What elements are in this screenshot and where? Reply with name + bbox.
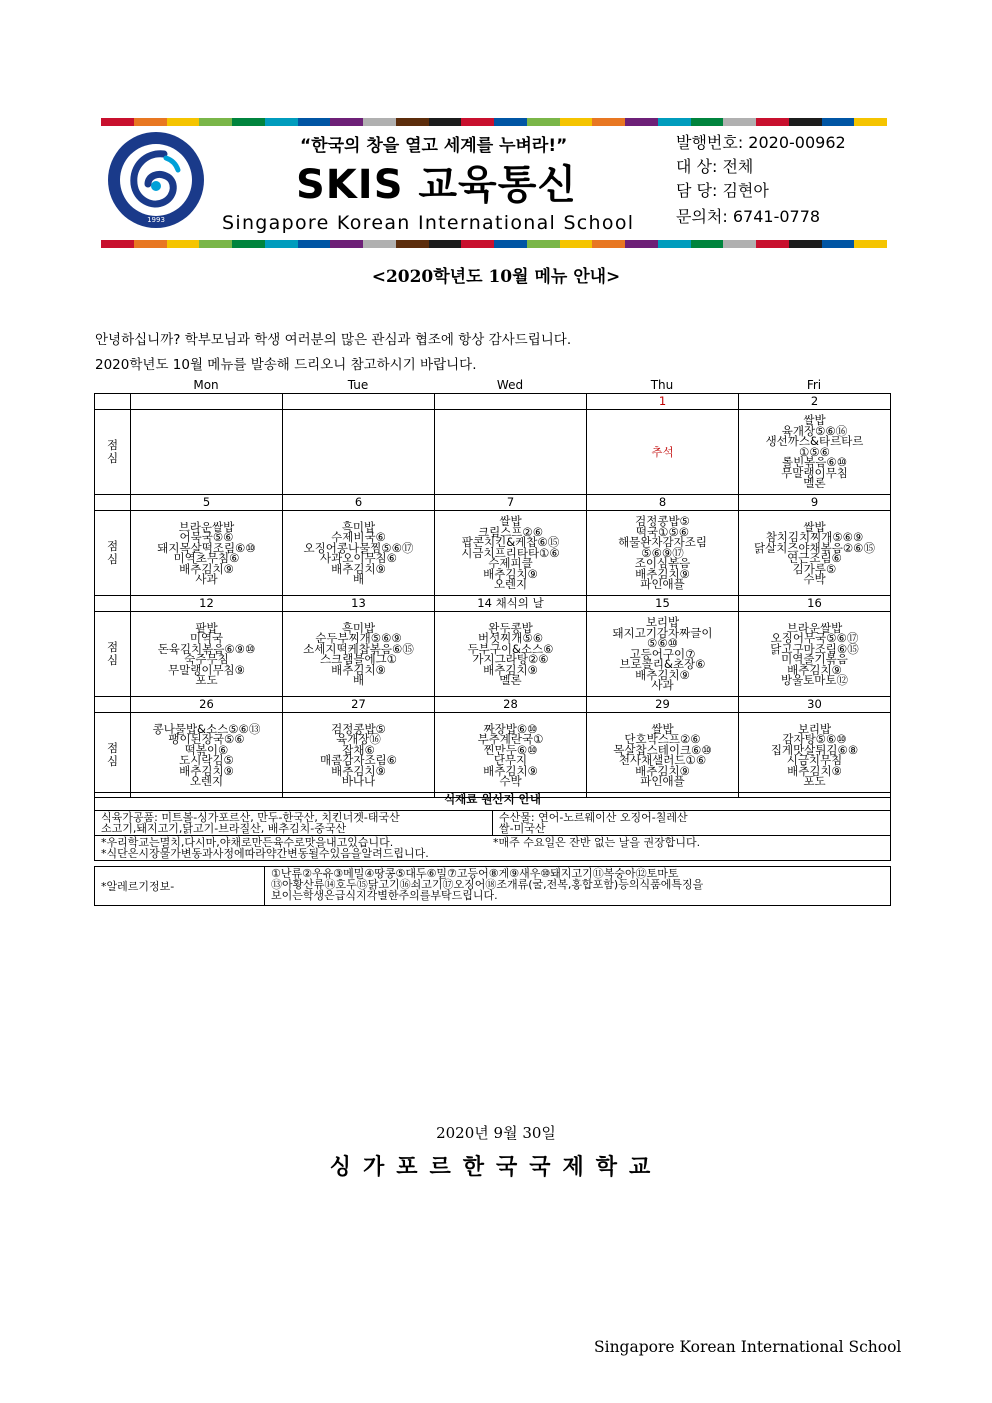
stripe-segment xyxy=(330,118,363,126)
notes-cell xyxy=(95,836,891,861)
weekday-mon: Mon xyxy=(193,378,219,392)
menu-item: 크림스프②⑥ xyxy=(477,524,544,539)
meal-label-char: 심 xyxy=(106,754,119,768)
menu-item: 포도 xyxy=(803,774,826,788)
allergy-line: ①난류②우유③메밀④땅콩⑤대두⑥밀⑦고등어⑧게⑨새우⑩돼지고기⑪복숭아⑫토마토 xyxy=(271,867,679,880)
menu-item: 미역줄기볶음 xyxy=(781,652,848,666)
note-line: *식단은시장물가변동과사정에따라약간변동될수있음을알려드립니다. xyxy=(101,847,429,860)
school-signature: 싱가포르한국국제학교 xyxy=(329,1154,663,1180)
origin-line: 소고기,돼지고기,닭고기-브라질산, 배추김치-중국산 xyxy=(101,822,347,835)
menu-item: 시금치무침 xyxy=(786,753,843,767)
date-cell: 5 xyxy=(131,495,283,511)
menu-item: 오렌지 xyxy=(493,577,528,592)
origin-title: 식재료 원산지 안내 xyxy=(95,793,891,811)
stripe-segment xyxy=(625,118,658,126)
menu-item: 미역초무침⑥ xyxy=(173,551,240,565)
date-cell: 16 xyxy=(739,596,891,612)
stripe-segment xyxy=(461,118,494,126)
menu-item: 버섯찌개⑤⑥ xyxy=(477,631,544,645)
menu-item: 부추계란국① xyxy=(477,732,544,746)
menu-item: 배 xyxy=(352,673,365,687)
note-wednesday: *매주 수요일은 잔반 없는 날을 권장합니다. xyxy=(493,836,701,849)
stripe-segment xyxy=(265,240,298,248)
date-cell xyxy=(435,394,587,410)
stripe-segment xyxy=(134,118,167,126)
stripe-segment xyxy=(527,240,560,248)
menu-item: 조이심볶음 xyxy=(634,556,691,571)
date-cell: 7 xyxy=(435,495,587,511)
menu-item: 배추김치⑨ xyxy=(787,763,842,778)
weekday-tue: Tue xyxy=(347,378,369,392)
menu-item: 돼지고기감자짜글이 xyxy=(612,625,713,640)
date-row-label xyxy=(95,495,131,511)
menu-item: 배추김치⑨ xyxy=(483,662,538,677)
stripe-segment xyxy=(232,240,265,248)
meal-label-char: 점 xyxy=(106,539,119,553)
stripe-segment xyxy=(756,240,789,248)
date-cell: 6 xyxy=(283,495,435,511)
menu-item: ⑤⑥⑨⑰ xyxy=(641,545,684,560)
menu-item: 수제피클 xyxy=(488,556,533,571)
meal-label xyxy=(95,511,131,596)
menu-item: 매콤감자조림⑥ xyxy=(320,753,397,767)
menu-item: 어묵국⑤⑥ xyxy=(179,530,234,544)
school-name-english: Singapore Korean International School xyxy=(222,212,635,234)
meta-contact: 문의처: 6741-0778 xyxy=(676,207,821,226)
stripe-segment xyxy=(429,240,462,248)
menu-item: 팝콘치킨&케찹⑥⑮ xyxy=(461,535,560,550)
menu-cell xyxy=(283,410,435,495)
menu-item: 브라운쌀밥 xyxy=(178,519,235,534)
date-cell: 30 xyxy=(739,697,891,713)
menu-item: 순두부찌개⑤⑥⑨ xyxy=(315,631,402,645)
menu-item: 보리밥 xyxy=(645,615,680,630)
date-cell: 8 xyxy=(587,495,739,511)
origin-table xyxy=(94,792,891,861)
meal-label xyxy=(95,713,131,798)
stripe-segment xyxy=(723,240,756,248)
menu-item: 팥밥 xyxy=(195,620,218,635)
menu-item: 포도 xyxy=(195,673,218,687)
menu-cell xyxy=(587,713,739,798)
stripe-segment xyxy=(134,240,167,248)
allergy-label: *알레르기정보- xyxy=(95,867,265,906)
menu-item: 쌀밥 xyxy=(499,514,522,529)
menu-cell xyxy=(435,612,587,697)
stripe-segment xyxy=(461,240,494,248)
allergy-line: 보이는학생은급식지각별한주의를부탁드립니다. xyxy=(271,889,498,902)
menu-item: 배 xyxy=(352,572,365,586)
menu-item: 완두콩밥 xyxy=(488,620,533,635)
stripe-segment xyxy=(691,118,724,126)
stripe-segment xyxy=(691,240,724,248)
menu-item: 미역국 xyxy=(189,631,224,645)
menu-item: 천사채샐러드①⑥ xyxy=(618,753,707,767)
date-cell: 29 xyxy=(587,697,739,713)
menu-cell xyxy=(739,511,891,596)
meal-label-char: 점 xyxy=(106,438,119,452)
menu-item: 추석 xyxy=(651,444,674,459)
stripe-segment xyxy=(560,118,593,126)
date-cell: 2 xyxy=(739,394,891,410)
date-cell: 15 xyxy=(587,596,739,612)
menu-cell xyxy=(739,410,891,495)
date-cell: 14 채식의 날 xyxy=(435,596,587,612)
menu-item: 육개장⑯ xyxy=(336,732,381,746)
menu-item: 배추김치⑨ xyxy=(331,763,386,778)
menu-item: 쌀밥 xyxy=(803,519,826,534)
stripe-segment xyxy=(199,118,232,126)
menu-item: 브로콜리&초장⑥ xyxy=(619,657,706,672)
stripe-segment xyxy=(167,118,200,126)
header-stripe-top xyxy=(101,118,887,126)
slogan: “한국의 창을 열고 세계를 누벼라!” xyxy=(300,136,568,156)
date-row-label xyxy=(95,697,131,713)
stripe-segment xyxy=(723,118,756,126)
date-cell: 27 xyxy=(283,697,435,713)
stripe-segment xyxy=(822,118,855,126)
menu-item: 방울토마토⑫ xyxy=(780,673,849,687)
menu-cell xyxy=(587,410,739,495)
menu-item: 무말랭이무침 xyxy=(781,465,848,480)
menu-cell xyxy=(131,612,283,697)
stripe-segment xyxy=(101,240,134,248)
menu-item: 연근조림⑥ xyxy=(787,551,842,565)
allergy-line: ⑬아황산류⑭호두⑮닭고기⑯쇠고기⑰오징어⑱조개류(굴,전복,홍합포함)등의식품에특징을 xyxy=(271,878,704,891)
menu-item: 멜론 xyxy=(499,673,522,687)
menu-item: 오징어무국⑤⑥⑰ xyxy=(770,631,859,645)
menu-item: 수박 xyxy=(803,572,826,586)
issue-meta xyxy=(676,131,846,229)
menu-item: 생선까스&타르타르 xyxy=(765,434,864,449)
menu-item: 가지그라탕②⑥ xyxy=(472,652,549,666)
menu-item: 사과 xyxy=(651,678,674,693)
menu-cell xyxy=(131,511,283,596)
stripe-segment xyxy=(789,240,822,248)
menu-cell xyxy=(283,612,435,697)
menu-item: 수박 xyxy=(499,774,522,788)
stripe-segment xyxy=(396,240,429,248)
date-cell: 9 xyxy=(739,495,891,511)
origin-right xyxy=(493,811,891,836)
menu-item: 배추김치⑨ xyxy=(331,561,386,576)
menu-item: 도시락김⑤ xyxy=(179,753,234,767)
stripe-segment xyxy=(330,240,363,248)
menu-item: 짜장밥⑥⑩ xyxy=(483,721,538,736)
stripe-segment xyxy=(167,240,200,248)
meal-label xyxy=(95,612,131,697)
stripe-segment xyxy=(199,240,232,248)
stripe-segment xyxy=(298,240,331,248)
origin-left xyxy=(95,811,493,836)
stripe-segment xyxy=(560,240,593,248)
menu-item: 잡채⑥ xyxy=(342,742,375,757)
issue-date: 2020년 9월 30일 xyxy=(436,1124,556,1142)
stripe-segment xyxy=(429,118,462,126)
menu-item: 흑미밥 xyxy=(341,620,376,635)
stripe-segment xyxy=(756,118,789,126)
header-stripe-bottom xyxy=(101,240,887,248)
menu-item: 배추김치⑨ xyxy=(483,566,538,581)
menu-cell xyxy=(435,713,587,798)
menu-item: 보리밥 xyxy=(797,721,832,736)
menu-item: 해물완자감자조림 xyxy=(618,535,707,550)
stripe-segment xyxy=(101,118,134,126)
menu-item: 감자탕⑤⑥⑩ xyxy=(782,732,847,746)
origin-line: 식육가공품: 미트볼-싱가포르산, 만두-한국산, 치킨너겟-태국산 xyxy=(101,811,400,824)
menu-item: 배추김치⑨ xyxy=(635,763,690,778)
menu-item: 참치김치찌개⑤⑥⑨ xyxy=(765,530,864,544)
logo-year: 1993 xyxy=(147,216,165,224)
school-logo xyxy=(106,130,206,230)
stripe-segment xyxy=(854,240,887,248)
menu-item: 찐만두⑥⑩ xyxy=(483,742,538,757)
note-line: *우리학교는멸치,다시마,야채로만든육수로맛을내고있습니다. xyxy=(101,836,394,849)
menu-table xyxy=(94,393,891,798)
menu-item: 단호박스프②⑥ xyxy=(624,732,701,746)
menu-item: 파인애플 xyxy=(640,774,685,788)
menu-cell xyxy=(131,410,283,495)
meal-label xyxy=(95,410,131,495)
menu-item: 쌀밥 xyxy=(803,413,826,428)
menu-item: 목살찹스테이크⑥⑩ xyxy=(613,742,712,757)
menu-item: 콩나물밥&소스⑤⑥⑬ xyxy=(152,721,261,736)
menu-item: 무말랭이무침⑨ xyxy=(168,662,245,677)
menu-item: 숙주무침 xyxy=(184,652,229,666)
menu-item: 닭고구마조림⑥⑮ xyxy=(770,641,859,656)
date-row-label xyxy=(95,596,131,612)
stripe-segment xyxy=(592,240,625,248)
menu-item: 배추김치⑨ xyxy=(179,561,234,576)
menu-item: 배추김치⑨ xyxy=(635,667,690,682)
menu-item: 배추김치⑨ xyxy=(179,763,234,778)
date-cell: 28 xyxy=(435,697,587,713)
menu-item: 오징어콩나물찜⑤⑥⑰ xyxy=(303,540,414,555)
menu-item: 검정콩밥⑤ xyxy=(635,514,690,529)
menu-cell xyxy=(435,410,587,495)
origin-line: 수산물: 연어-노르웨이산 오징어-칠레산 xyxy=(499,811,688,824)
stripe-segment xyxy=(789,118,822,126)
menu-item: 팽이된장국⑤⑥ xyxy=(168,732,245,746)
menu-item: 브라운쌀밥 xyxy=(786,620,843,635)
document-title: <2020학년도 10월 메뉴 안내> xyxy=(371,267,621,287)
menu-item: 집게맛살튀김⑥⑧ xyxy=(770,742,859,757)
menu-cell xyxy=(587,511,739,596)
meal-label-char: 심 xyxy=(106,552,119,566)
menu-item: 배추김치⑨ xyxy=(331,662,386,677)
footer-school-name: Singapore Korean International School xyxy=(594,1338,902,1356)
stripe-segment xyxy=(822,240,855,248)
menu-item: 단무지 xyxy=(493,753,528,767)
stripe-segment xyxy=(298,118,331,126)
menu-item: 김가루⑤ xyxy=(792,561,837,576)
menu-cell xyxy=(587,612,739,697)
stripe-segment xyxy=(363,240,396,248)
stripe-segment xyxy=(527,118,560,126)
menu-cell xyxy=(131,713,283,798)
menu-item: 오렌지 xyxy=(189,774,224,788)
stripe-segment xyxy=(494,240,527,248)
stripe-segment xyxy=(592,118,625,126)
meal-label-char: 점 xyxy=(106,640,119,654)
meta-issue-number: 발행번호: 2020-00962 xyxy=(676,133,846,152)
meal-label-char: 점 xyxy=(106,741,119,755)
menu-item: 배추김치⑨ xyxy=(483,763,538,778)
menu-item: 돼지목살떡조림⑥⑩ xyxy=(157,540,256,555)
date-cell xyxy=(283,394,435,410)
meta-audience: 대 상: 전체 xyxy=(676,157,754,176)
intro-text xyxy=(95,328,571,378)
allergy-table xyxy=(94,866,891,906)
menu-item: 고등어구이⑦ xyxy=(629,646,696,661)
stripe-segment xyxy=(363,118,396,126)
date-cell xyxy=(131,394,283,410)
menu-item: 바나나 xyxy=(341,774,376,788)
menu-item: 닭살치즈야채볶음②⑥⑮ xyxy=(754,540,875,555)
meal-label-char: 심 xyxy=(106,653,119,667)
menu-item: 소세지떡케찹볶음⑥⑮ xyxy=(303,641,414,656)
date-cell: 1 xyxy=(587,394,739,410)
menu-item: 육개장⑤⑥⑯ xyxy=(781,423,848,438)
allergy-info xyxy=(265,867,891,906)
menu-cell xyxy=(739,713,891,798)
meal-label-char: 심 xyxy=(106,451,119,465)
menu-item: 배추김치⑨ xyxy=(787,662,842,677)
intro-line: 안녕하십니까? 학부모님과 학생 여러분의 많은 관심과 협조에 항상 감사드립니다. xyxy=(95,332,572,348)
stripe-segment xyxy=(658,240,691,248)
menu-item: 쌀밥 xyxy=(651,721,674,736)
menu-item: 두부구이&소스⑥ xyxy=(467,641,554,656)
menu-item: 흑미밥 xyxy=(341,519,376,534)
date-cell: 26 xyxy=(131,697,283,713)
menu-cell xyxy=(283,713,435,798)
stripe-segment xyxy=(658,118,691,126)
meta-staff: 담 당: 김현아 xyxy=(676,181,769,200)
menu-item: ①⑤⑥ xyxy=(799,444,830,459)
menu-item: 사과오이무침⑥ xyxy=(320,551,397,565)
weekday-fri: Fri xyxy=(806,378,822,392)
stripe-segment xyxy=(396,118,429,126)
origin-line: 쌀-미국산 xyxy=(499,822,546,835)
date-row-label xyxy=(95,394,131,410)
stripe-segment xyxy=(265,118,298,126)
intro-line: 2020학년도 10월 메뉴를 발송해 드리오니 참고하시기 바랍니다. xyxy=(95,357,477,373)
menu-item: 스크램블에그① xyxy=(320,652,397,666)
menu-item: ⑤⑥⑩ xyxy=(647,636,678,651)
menu-item: 떡국①⑤⑥ xyxy=(635,524,690,539)
date-cell: 13 xyxy=(283,596,435,612)
menu-cell xyxy=(739,612,891,697)
menu-item: 롤빈볶음⑥⑩ xyxy=(781,455,848,470)
menu-item: 사과 xyxy=(195,572,218,586)
weekday-thu: Thu xyxy=(650,378,674,392)
weekday-wed: Wed xyxy=(496,378,524,392)
menu-item: 파인애플 xyxy=(640,577,685,592)
date-cell: 12 xyxy=(131,596,283,612)
menu-item: 수제비국⑥ xyxy=(331,530,386,544)
weekday-headers xyxy=(94,378,890,392)
menu-item: 시금치프리타타①⑥ xyxy=(461,545,560,560)
menu-item: 떡볶이⑥ xyxy=(184,742,229,757)
menu-cell xyxy=(283,511,435,596)
stripe-segment xyxy=(494,118,527,126)
menu-item: 멜론 xyxy=(803,476,826,491)
menu-item: 검정콩밥⑤ xyxy=(331,721,386,736)
menu-item: 배추김치⑨ xyxy=(635,566,690,581)
newsletter-title: SKIS 교육통신 xyxy=(296,162,577,208)
stripe-segment xyxy=(854,118,887,126)
stripe-segment xyxy=(232,118,265,126)
menu-item: 돈육김치볶음⑥⑨⑩ xyxy=(157,641,256,656)
stripe-segment xyxy=(625,240,658,248)
menu-cell xyxy=(435,511,587,596)
